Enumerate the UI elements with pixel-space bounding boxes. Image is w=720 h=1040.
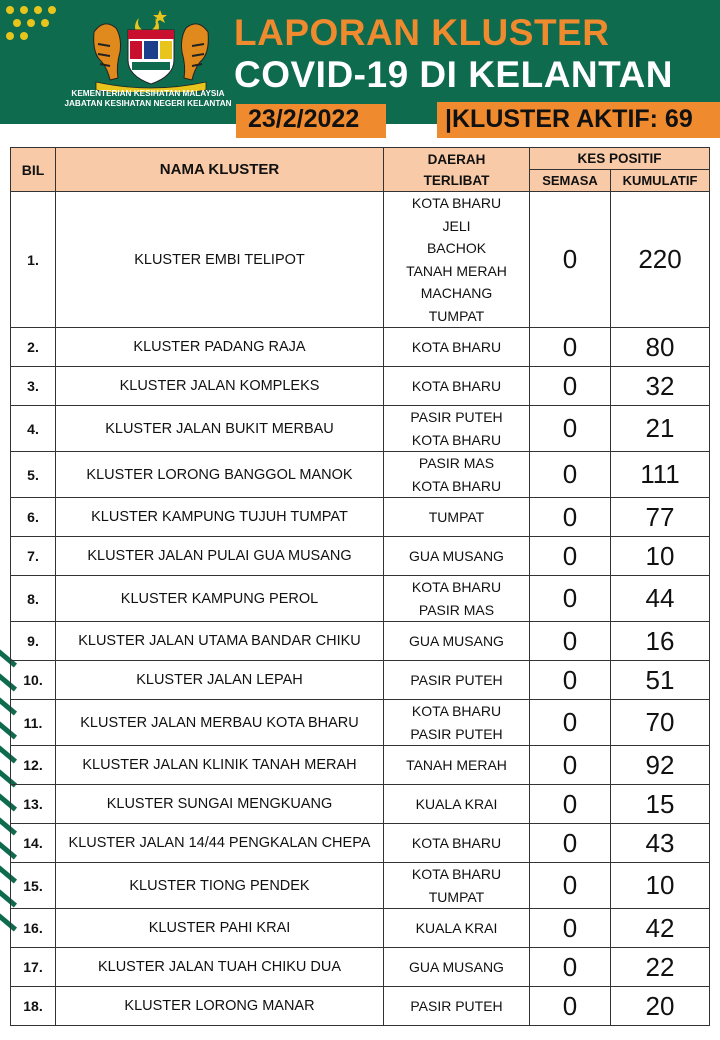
- district-list: [384, 452, 530, 498]
- kumulatif-count: 92: [611, 746, 710, 785]
- table-row: [11, 576, 710, 622]
- row-number: 7.: [11, 537, 56, 576]
- cluster-name: KLUSTER JALAN MERBAU KOTA BHARU: [56, 700, 384, 746]
- kumulatif-count: 80: [611, 328, 710, 367]
- kumulatif-count: 16: [611, 622, 710, 661]
- cluster-name: KLUSTER JALAN 14/44 PENGKALAN CHEPA: [56, 824, 384, 863]
- table-row: [11, 452, 710, 498]
- cluster-table: [10, 147, 710, 1026]
- district-name: GUA MUSANG: [409, 632, 504, 649]
- district-name: KUALA KRAI: [415, 795, 498, 812]
- district-name: KOTA BHARU: [411, 703, 502, 719]
- kumulatif-count: 15: [611, 785, 710, 824]
- district-name: GUA MUSANG: [409, 547, 504, 564]
- table-row: [11, 863, 710, 909]
- semasa-count: 0: [530, 406, 611, 452]
- report-title: LAPORAN KLUSTER: [234, 12, 610, 53]
- semasa-count: 0: [530, 948, 611, 987]
- semasa-count: 0: [530, 700, 611, 746]
- table-row: [11, 746, 710, 785]
- kumulatif-count: 44: [611, 576, 710, 622]
- district-list: [384, 328, 530, 367]
- header-daerah-line-1: DAERAH: [427, 151, 486, 167]
- district-name: PASIR MAS: [418, 455, 495, 471]
- district-name: PASIR MAS: [418, 601, 495, 618]
- row-number: 9.: [11, 622, 56, 661]
- kumulatif-count: 77: [611, 498, 710, 537]
- cluster-name: KLUSTER JALAN BUKIT MERBAU: [56, 406, 384, 452]
- semasa-count: 0: [530, 576, 611, 622]
- kumulatif-count: 10: [611, 863, 710, 909]
- district-name: KOTA BHARU: [411, 338, 502, 355]
- row-number: 2.: [11, 328, 56, 367]
- cluster-name: KLUSTER SUNGAI MENGKUANG: [56, 785, 384, 824]
- district-name: TUMPAT: [428, 508, 485, 525]
- district-name: KOTA BHARU: [411, 866, 502, 882]
- district-list: [384, 863, 530, 909]
- cluster-name: KLUSTER PAHI KRAI: [56, 909, 384, 948]
- district-list: [384, 406, 530, 452]
- row-number: 5.: [11, 452, 56, 498]
- table-row: [11, 406, 710, 452]
- table-row: [11, 700, 710, 746]
- district-name: GUA MUSANG: [409, 958, 504, 975]
- table-body: [11, 192, 710, 1026]
- row-number: 14.: [11, 824, 56, 863]
- district-name: TUMPAT: [428, 307, 485, 324]
- row-number: 18.: [11, 987, 56, 1026]
- kumulatif-count: 70: [611, 700, 710, 746]
- table-row: [11, 622, 710, 661]
- cluster-name: KLUSTER LORONG MANAR: [56, 987, 384, 1026]
- district-list: [384, 192, 530, 328]
- kumulatif-count: 10: [611, 537, 710, 576]
- table-row: [11, 192, 710, 328]
- district-list: [384, 987, 530, 1026]
- district-list: [384, 367, 530, 406]
- kumulatif-count: 21: [611, 406, 710, 452]
- header-daerah-terlibat: [384, 148, 530, 192]
- header-bil: BIL: [11, 148, 56, 192]
- district-name: TANAH MERAH: [406, 756, 507, 773]
- kumulatif-count: 20: [611, 987, 710, 1026]
- district-name: KOTA BHARU: [411, 477, 502, 494]
- kumulatif-count: 32: [611, 367, 710, 406]
- semasa-count: 0: [530, 746, 611, 785]
- district-list: [384, 746, 530, 785]
- district-name: KOTA BHARU: [411, 431, 502, 448]
- header-nama-kluster: NAMA KLUSTER: [56, 148, 384, 192]
- row-number: 6.: [11, 498, 56, 537]
- table-row: [11, 367, 710, 406]
- cluster-name: KLUSTER JALAN PULAI GUA MUSANG: [56, 537, 384, 576]
- table-row: [11, 328, 710, 367]
- district-list: [384, 537, 530, 576]
- semasa-count: 0: [530, 785, 611, 824]
- semasa-count: 0: [530, 452, 611, 498]
- table-row: [11, 987, 710, 1026]
- table-row: [11, 498, 710, 537]
- report-subtitle: COVID-19 DI KELANTAN: [234, 54, 673, 95]
- header-daerah-line-2: TERLIBAT: [423, 172, 490, 188]
- district-list: [384, 785, 530, 824]
- cluster-name: KLUSTER JALAN TUAH CHIKU DUA: [56, 948, 384, 987]
- kumulatif-count: 111: [611, 452, 710, 498]
- semasa-count: 0: [530, 824, 611, 863]
- row-number: 15.: [11, 863, 56, 909]
- cluster-name: KLUSTER PADANG RAJA: [56, 328, 384, 367]
- kumulatif-count: 51: [611, 661, 710, 700]
- row-number: 10.: [11, 661, 56, 700]
- coat-of-arms-logo: [62, 4, 252, 112]
- cluster-name: KLUSTER TIONG PENDEK: [56, 863, 384, 909]
- semasa-count: 0: [530, 498, 611, 537]
- district-name: KOTA BHARU: [411, 195, 502, 211]
- district-list: [384, 622, 530, 661]
- semasa-count: 0: [530, 863, 611, 909]
- ministry-line-2: JABATAN KESIHATAN NEGERI KELANTAN: [64, 99, 232, 108]
- district-name: BACHOK: [426, 240, 487, 256]
- row-number: 12.: [11, 746, 56, 785]
- cluster-name: KLUSTER KAMPUNG PEROL: [56, 576, 384, 622]
- table-row: [11, 537, 710, 576]
- district-name: MACHANG: [420, 285, 493, 301]
- cluster-name: KLUSTER EMBI TELIPOT: [56, 192, 384, 328]
- district-name: KOTA BHARU: [411, 377, 502, 394]
- district-list: [384, 700, 530, 746]
- row-number: 11.: [11, 700, 56, 746]
- semasa-count: 0: [530, 192, 611, 328]
- district-name: JELI: [442, 217, 471, 234]
- header-semasa: SEMASA: [530, 170, 611, 192]
- ministry-line-1: KEMENTERIAN KESIHATAN MALAYSIA: [71, 89, 225, 98]
- semasa-count: 0: [530, 987, 611, 1026]
- kumulatif-count: 43: [611, 824, 710, 863]
- cluster-name: KLUSTER LORONG BANGGOL MANOK: [56, 452, 384, 498]
- district-name: TANAH MERAH: [406, 262, 507, 279]
- cluster-name: KLUSTER JALAN KOMPLEKS: [56, 367, 384, 406]
- district-list: [384, 661, 530, 700]
- header-kes-positif: KES POSITIF: [530, 148, 710, 170]
- district-name: PASIR PUTEH: [410, 725, 503, 742]
- row-number: 3.: [11, 367, 56, 406]
- row-number: 1.: [11, 192, 56, 328]
- district-list: [384, 824, 530, 863]
- district-name: PASIR PUTEH: [410, 409, 503, 425]
- semasa-count: 0: [530, 661, 611, 700]
- semasa-count: 0: [530, 909, 611, 948]
- district-list: [384, 909, 530, 948]
- active-cluster-count: |KLUSTER AKTIF: 69: [445, 105, 693, 133]
- district-name: PASIR PUTEH: [410, 671, 503, 688]
- semasa-count: 0: [530, 328, 611, 367]
- cluster-name: KLUSTER KAMPUNG TUJUH TUMPAT: [56, 498, 384, 537]
- coat-of-arms-icon: [76, 4, 226, 92]
- ministry-name: [40, 89, 256, 109]
- row-number: 16.: [11, 909, 56, 948]
- semasa-count: 0: [530, 537, 611, 576]
- district-name: TUMPAT: [428, 888, 485, 905]
- cluster-name: KLUSTER JALAN LEPAH: [56, 661, 384, 700]
- report-date: 23/2/2022: [248, 105, 360, 133]
- row-number: 4.: [11, 406, 56, 452]
- district-name: PASIR PUTEH: [410, 997, 503, 1014]
- semasa-count: 0: [530, 622, 611, 661]
- district-name: KOTA BHARU: [411, 834, 502, 851]
- district-list: [384, 498, 530, 537]
- table-row: [11, 909, 710, 948]
- cluster-name: KLUSTER JALAN UTAMA BANDAR CHIKU: [56, 622, 384, 661]
- row-number: 13.: [11, 785, 56, 824]
- cluster-name: KLUSTER JALAN KLINIK TANAH MERAH: [56, 746, 384, 785]
- semasa-count: 0: [530, 367, 611, 406]
- header-kumulatif: KUMULATIF: [611, 170, 710, 192]
- kumulatif-count: 22: [611, 948, 710, 987]
- table-row: [11, 661, 710, 700]
- kumulatif-count: 42: [611, 909, 710, 948]
- row-number: 8.: [11, 576, 56, 622]
- table-row: [11, 824, 710, 863]
- kumulatif-count: 220: [611, 192, 710, 328]
- district-name: KUALA KRAI: [415, 919, 498, 936]
- table-row: [11, 785, 710, 824]
- district-list: [384, 576, 530, 622]
- table-row: [11, 948, 710, 987]
- district-name: KOTA BHARU: [411, 579, 502, 595]
- row-number: 17.: [11, 948, 56, 987]
- district-list: [384, 948, 530, 987]
